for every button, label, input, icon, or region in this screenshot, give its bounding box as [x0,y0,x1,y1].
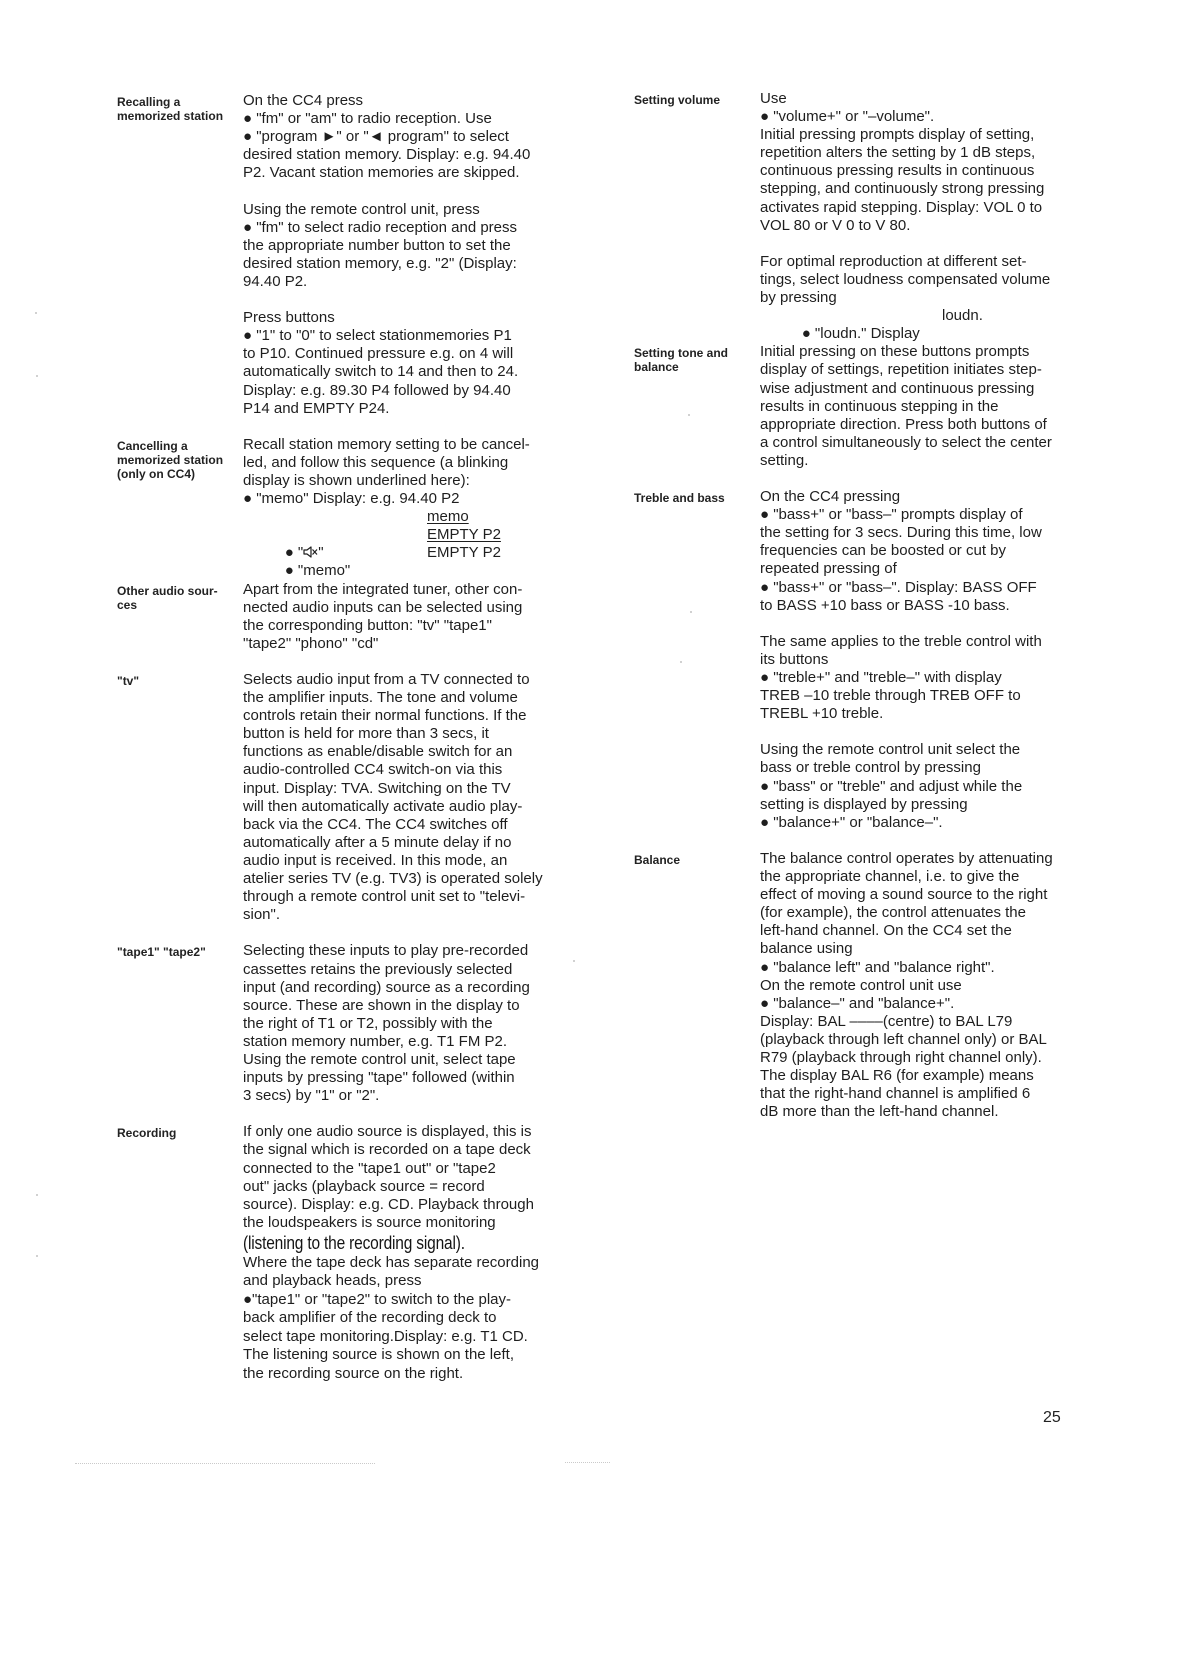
section-recording [117,1123,587,1401]
sequence-step [243,544,583,580]
section-setting-volume [634,90,1104,343]
step-key-suffix: " [318,544,324,562]
loudness-display-value: loudn. [942,307,983,325]
section-body [243,92,583,436]
scan-speck [680,661,682,663]
step-key-prefix: ● " [284,544,304,562]
scan-speck [36,1194,38,1196]
section-tape1-tape2 [117,942,587,1123]
paragraph: The same applies to the treble control with its buttons ● "treble+" and "treble–" with display TREB –10 treble through TREB OFF to TREBL +10 treble. [760,632,1042,723]
paragraph: Initial pressing on these buttons prompts display of settings, repetition initiates step- wise adjustment and continuous pressing results in continuous stepping in the appropriate direction. Press both buttons of a control simultaneously to select the center setting. [760,343,1052,469]
scan-speck [36,375,38,377]
side-heading-cancelling: Cancelling a memorized station (only on CC4) [117,438,224,481]
side-heading-other-sources: Other audio sour- ces [117,583,218,612]
section-body [243,436,583,581]
scan-dotted-line [75,1463,375,1464]
side-heading-volume: Setting volume [634,93,721,107]
section-body [760,343,1100,488]
scan-speck [573,960,575,962]
scan-speck [688,414,690,416]
paragraph: Using the remote control unit, press ● "fm" to select radio reception and press the appropriate number button to set the desired station memory, e.g. "2" (Display: 94.40 P2. [243,200,518,290]
blinking-display-value: memo [427,508,469,526]
section-balance [634,850,1104,1140]
scan-dotted-line [565,1462,610,1463]
recording-paragraph [243,1123,583,1383]
side-heading-tone-balance: Setting tone and balance [634,346,728,375]
side-heading-recording: Recording [117,1126,177,1141]
section-other-audio-sources [117,581,587,671]
loudness-key: ● "loudn." Display [801,325,920,343]
section-recalling-memorized-station [117,92,587,436]
cancel-sequence [243,435,583,580]
section-body [243,942,583,1123]
paragraph: For optimal reproduction at different set- tings, select loudness compensated volume by pressing [760,252,1051,307]
paragraph: Using the remote control unit select the bass or treble control by pressing ● "bass" or "treble" and adjust while the setting is displayed by pressing ● "balance+" or "balance–". [760,741,1023,831]
side-heading-tv: "tv" [117,674,140,688]
paragraph-part: If only one audio source is displayed, this is the signal which is recorded on a tape deck connected to the "tape1 out" or "tape2 out" jacks (playback source = record source). Display: e.g. CD. Playback through the loudspeakers is source monitoring [243,1123,534,1231]
display-value: EMPTY P2 [427,544,501,562]
blinking-display-value: EMPTY P2 [427,526,501,544]
section-body [760,488,1100,850]
sequence-step [243,508,583,526]
paragraph: Recall station memory setting to be cancel- led, and follow this sequence (a blinking display is shown underlined here): ● "memo" Display: e.g. 94.40 P2 [243,435,530,508]
paragraph: Selects audio input from a TV connected to the amplifier inputs. The tone and volume controls retain their normal functions. If the button is held for more than 3 secs, it functions as enable/disable switch for an audio-controlled CC4 switch-on via this input. Display: TVA. Switching on the TV will then automatically activate audio play- back via the CC4. The CC4 switches off automatically after a 5 minute delay if no audio input is received. In this mode, an atelier series TV (e.g. TV3) is operated solely through a remote control unit set to "televi- sion". [243,671,543,924]
side-heading-recalling: Recalling a memorized station [117,95,224,123]
section-setting-tone-balance [634,343,1104,488]
section-tv [117,671,587,942]
step-key: ● "memo" [284,562,351,580]
sequence-step [243,526,583,562]
paragraph: On the CC4 press ● "fm" or "am" to radio reception. Use ● "program ►" or "◄ program" to select desired station memory. Display: e.g. 94.40 P2. Vacant station memories are skipped. [243,92,531,182]
paragraph: The balance control operates by attenuating the appropriate channel, i.e. to give the effect of moving a sound source to the right (for example), the control attenuates the left-hand channel. On the CC4 set the balance using ● "balance left" and "balance right". On the remote control unit use ● "balance–" and "balance+". Display: BAL ––––(centre) to BAL L79 (playback through left channel only) or BAL R79 (playback through right channel only). The display BAL R6 (for example) means that the right-hand channel is amplified 6 dB more than the left-hand channel. [760,849,1053,1121]
paragraph: On the CC4 pressing ● "bass+" or "bass–" prompts display of the setting for 3 secs. During this time, low frequencies can be boosted or cut by repeated pressing of ● "bass+" or "bass–". Display: BASS OFF to BASS +10 bass or BASS -10 bass. [760,488,1042,614]
right-column [634,90,1104,1139]
paragraph: Press buttons ● "1" to "0" to select stationmemories P1 to P10. Continued pressure e.g. on 4 will automatically switch to 14 and then to 24. Display: e.g. 89.30 P4 followed by 94.40 P14 and EMPTY P24. [243,309,519,417]
section-body [760,90,1100,343]
loudness-paragraph [760,252,1100,343]
section-body [760,850,1100,1140]
side-heading-treble-bass: Treble and bass [634,491,725,506]
scan-speck [36,1255,38,1257]
page-number: 25 [1043,1409,1061,1426]
scan-speck [690,611,692,613]
paragraph: Selecting these inputs to play pre-recorded cassettes retains the previously selected input (and recording) source as a recording source. These are shown in the display to the right of T1 or T2, possibly with the station memory number, e.g. T1 FM P2. Using the remote control unit, select tape inputs by pressing "tape" followed (within 3 secs) by "1" or "2". [243,942,530,1105]
inserted-correction-line: (listening to the recording signal). [243,1232,465,1253]
side-heading-balance: Balance [634,852,681,867]
scan-speck [35,312,37,314]
section-body [243,671,583,942]
paragraph: Use ● "volume+" or "–volume". Initial pressing prompts display of setting, repetition alters the setting by 1 dB steps, continuous pressing results in continuous stepping, and continuously strong pressing activates rapid stepping. Display: VOL 0 to VOL 80 or V 0 to V 80. [760,90,1045,234]
loudness-line [760,307,1100,343]
side-heading-tape: "tape1" "tape2" [117,945,206,960]
section-treble-bass [634,488,1104,850]
section-body [243,1123,583,1401]
section-body [243,581,583,671]
left-column [117,92,587,1402]
paragraph-part: Where the tape deck has separate recording and playback heads, press ●"tape1" or "tape2" to switch to the play- back amplifier of the recording deck to select tape monitoring.Display: e.g. T1 CD. The listening source is shown on the left, the recording source on the right. [243,1253,540,1382]
section-cancelling-memorized-station [117,436,587,581]
paragraph: Apart from the integrated tuner, other con- nected audio inputs can be selected using the corresponding button: "tv" "tape1" "tape2" "phono" "cd" [243,580,523,652]
